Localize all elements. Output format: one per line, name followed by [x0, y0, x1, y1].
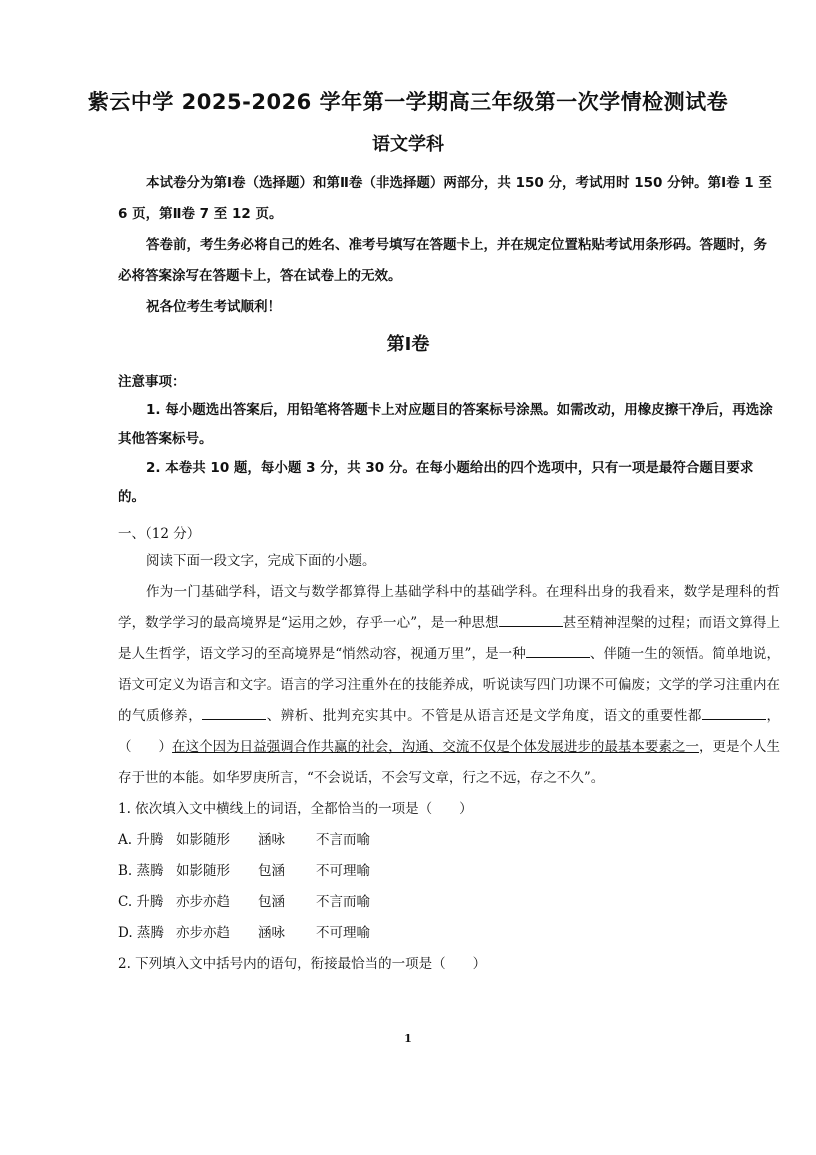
underlined-sentence: 在这个因为日益强调合作共赢的社会，沟通、交流不仅是个体发展进步的最基本要素之一 — [172, 739, 699, 755]
option-word: 如影随形 — [176, 832, 230, 848]
section-heading: 一、（12 分） — [118, 526, 201, 542]
option-word: 不言而喻 — [316, 894, 370, 910]
fill-blank — [499, 612, 563, 627]
fill-blank — [526, 643, 590, 658]
reading-passage — [118, 577, 780, 794]
subject-title: 语文学科 — [372, 134, 444, 155]
intro-paragraph-2: 答卷前，考生务必将自己的姓名、准考号填写在答题卡上，并在规定位置粘贴考试用条形码。答题时，务必将答案涂写在答题卡上，答在试卷上的无效。 — [118, 237, 767, 284]
question-1-option-d — [118, 918, 780, 949]
option-word: 涵咏 — [258, 832, 285, 848]
note-item: 1. 每小题选出答案后，用铅笔将答题卡上对应题目的答案标号涂黑。如需改动，用橡皮擦干净后，再选涂其他答案标号。 — [118, 402, 773, 447]
option-word: 包涵 — [258, 894, 285, 910]
option-word: 包涵 — [258, 863, 285, 879]
option-word: 涵咏 — [258, 925, 285, 941]
fill-blank — [202, 705, 266, 720]
part-one-title: 第Ⅰ卷 — [386, 334, 430, 355]
option-label: A. 升腾 — [118, 832, 164, 848]
question-1-option-c — [118, 887, 780, 918]
fill-blank — [702, 705, 766, 720]
option-word: 亦步亦趋 — [176, 925, 230, 941]
notes-list — [118, 396, 780, 512]
option-word: 如影随形 — [176, 863, 230, 879]
exam-title: 紫云中学 2025-2026 学年第一学期高三年级第一次学情检测试卷 — [87, 90, 729, 114]
option-label: D. 蒸腾 — [118, 925, 164, 941]
notes-heading: 注意事项： — [118, 374, 186, 390]
passage-text: 、辨析、批判充实其中。不管是从语言还是文学角度，语文的重要性都 — [266, 708, 702, 724]
passage-text: ，更是个人生存于世的本能。如华罗庚所言，“不会说话，不会写文章，行之不远，存之不久”。 — [118, 739, 781, 786]
option-word: 亦步亦趋 — [176, 894, 230, 910]
intro-paragraph-3: 祝各位考生考试顺利！ — [146, 299, 281, 315]
intro-paragraph-1: 本试卷分为第Ⅰ卷（选择题）和第Ⅱ卷（非选择题）两部分，共 150 分，考试用时 150 分钟。第Ⅰ卷 1 至 6 页，第Ⅱ卷 7 至 12 页。 — [118, 175, 772, 222]
option-label: C. 升腾 — [118, 894, 164, 910]
reading-instruction: 阅读下面一段文字，完成下面的小题。 — [146, 553, 376, 569]
passage-text: 、伴随一生的领悟。简单地说，语文可定义为语言和文字。语言的学习注重外在的技能养成，听说读写四门功课不可偏废；文学的学习注重内在的气质修养， — [118, 646, 780, 724]
passage-text: ，（ ） — [118, 708, 781, 755]
question-1-stem: 1. 依次填入文中横线上的词语，全都恰当的一项是（ ） — [118, 801, 473, 817]
passage-text: 作为一门基础学科，语文与数学都算得上基础学科中的基础学科。在理科出身的我看来，数学是理科的哲学，数学学习的最高境界是“运用之妙，存乎一心”，是一种思想 — [118, 584, 780, 631]
note-item: 2. 本卷共 10 题，每小题 3 分，共 30 分。在每小题给出的四个选项中，只有一项是最符合题目要求的。 — [118, 460, 754, 505]
question-1-option-a — [118, 825, 780, 856]
option-word: 不可理喻 — [316, 863, 370, 879]
section-body — [118, 546, 780, 980]
passage-text: 甚至精神涅槃的过程；而语文算得上是人生哲学，语文学习的至高境界是“悄然动容，视通万里”，是一种 — [118, 615, 780, 662]
question-1-option-b — [118, 856, 780, 887]
question-2-stem: 2. 下列填入文中括号内的语句，衔接最恰当的一项是（ ） — [118, 956, 487, 972]
option-label: B. 蒸腾 — [118, 863, 164, 879]
option-word: 不可理喻 — [316, 925, 370, 941]
option-word: 不言而喻 — [316, 832, 370, 848]
page-number: 1 — [404, 1032, 412, 1045]
